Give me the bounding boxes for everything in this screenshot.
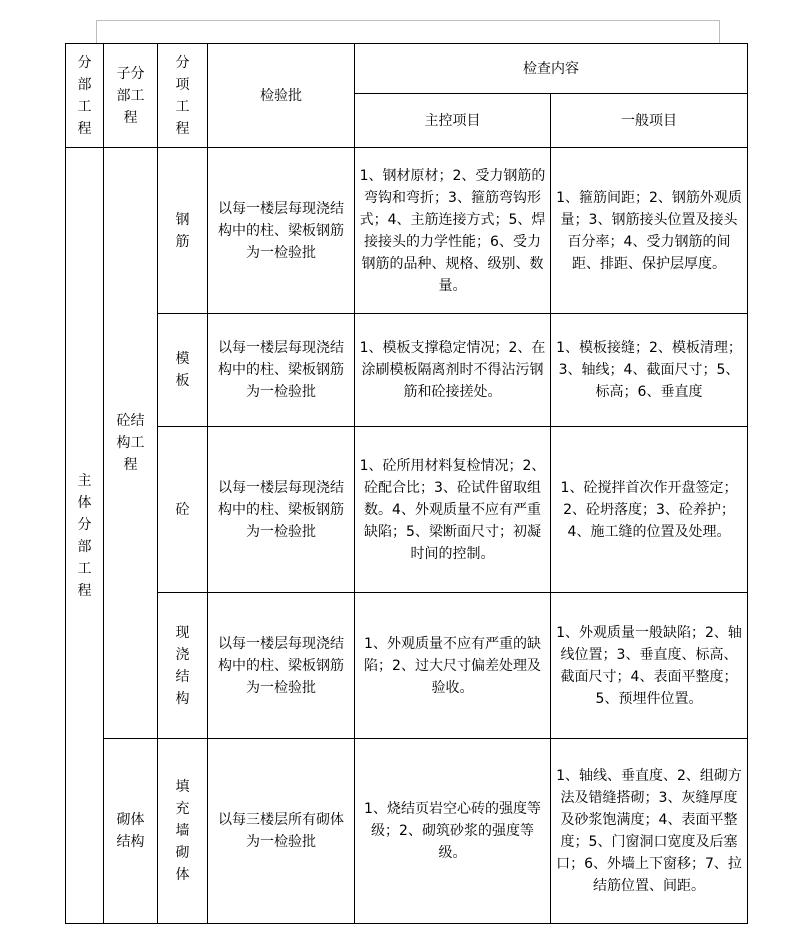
main-items-cell: 1、外观质量不应有严重的缺陷；2、过大尺寸偏差处理及验收。 [355, 593, 551, 739]
inspection-table [65, 43, 748, 924]
general-items-cell: 1、外观质量一般缺陷；2、轴线位置；3、垂直度、标高、截面尺寸；4、表面平整度；5、预埋件位置。 [551, 593, 748, 739]
general-items-cell: 1、砼搅拌首次作开盘签定；2、砼坍落度；3、砼养护；4、施工缝的位置及处理。 [551, 427, 748, 593]
header-check-content: 检查内容 [355, 44, 748, 94]
fenxiang-cell: 现浇结构 [158, 593, 208, 739]
main-items-cell: 1、模板支撑稳定情况；2、在涂刷模板隔离剂时不得沾污钢筋和砼接搓处。 [355, 314, 551, 427]
fenbu-cell: 主体分部工程 [66, 148, 104, 924]
general-items-cell: 1、模板接缝；2、模板清理；3、轴线；4、截面尺寸；5、标高；6、垂直度 [551, 314, 748, 427]
main-items-cell: 1、钢材原材；2、受力钢筋的弯钩和弯折；3、箍筋弯钩形式；4、主筋连接方式；5、焊接接头的力学性能；6、受力钢筋的品种、规格、级别、数量。 [355, 148, 551, 314]
zifenbu-cell-masonry: 砌体结构 [104, 739, 158, 924]
jianyanpi-cell: 以每三楼层所有砌体为一检验批 [208, 739, 355, 924]
jianyanpi-cell: 以每一楼层每现浇结构中的柱、梁板钢筋为一检验批 [208, 148, 355, 314]
header-main-items: 主控项目 [355, 94, 551, 148]
page-frame [96, 20, 720, 43]
zifenbu-cell-concrete: 砼结构工程 [104, 148, 158, 739]
general-items-cell: 1、箍筋间距；2、钢筋外观质量；3、钢筋接头位置及接头百分率；4、受力钢筋的间距、排距、保护层厚度。 [551, 148, 748, 314]
general-items-cell: 1、轴线、垂直度、2、组砌方法及错缝搭砌；3、灰缝厚度及砂浆饱满度；4、表面平整度；5、门窗洞口宽度及后塞口；6、外墙上下窗移；7、拉结筋位置、间距。 [551, 739, 748, 924]
header-zifenbu: 子分部工程 [104, 44, 158, 148]
main-items-cell: 1、烧结页岩空心砖的强度等级；2、砌筑砂浆的强度等级。 [355, 739, 551, 924]
main-items-cell: 1、砼所用材料复检情况；2、砼配合比；3、砼试件留取组数。4、外观质量不应有严重缺陷；5、梁断面尺寸；初凝时间的控制。 [355, 427, 551, 593]
jianyanpi-cell: 以每一楼层每现浇结构中的柱、梁板钢筋为一检验批 [208, 593, 355, 739]
jianyanpi-cell: 以每一楼层每现浇结构中的柱、梁板钢筋为一检验批 [208, 314, 355, 427]
header-general-items: 一般项目 [551, 94, 748, 148]
fenxiang-cell: 模板 [158, 314, 208, 427]
fenxiang-cell: 填充墙砌体 [158, 739, 208, 924]
jianyanpi-cell: 以每一楼层每现浇结构中的柱、梁板钢筋为一检验批 [208, 427, 355, 593]
header-fenxiang: 分项工程 [158, 44, 208, 148]
header-jianyanpi: 检验批 [208, 44, 355, 148]
fenxiang-cell: 砼 [158, 427, 208, 593]
header-fenbu: 分部工程 [66, 44, 104, 148]
fenxiang-cell: 钢筋 [158, 148, 208, 314]
